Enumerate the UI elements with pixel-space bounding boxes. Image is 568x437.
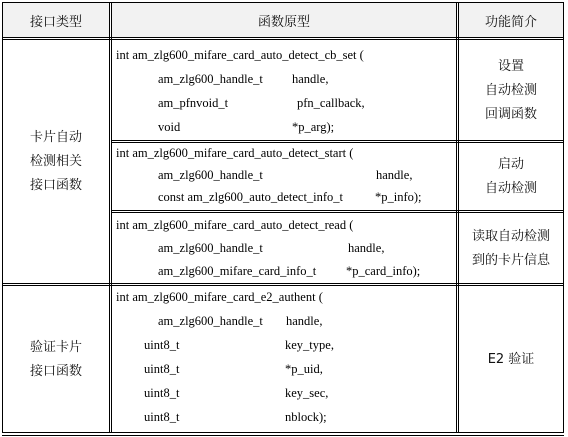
code-text: am_zlg600_handle_t bbox=[158, 241, 263, 255]
code-text: uint8_t bbox=[144, 410, 180, 424]
category-line: 卡片自动 bbox=[29, 130, 82, 145]
code-text: handle, bbox=[292, 72, 329, 86]
code-text: am_zlg600_handle_t bbox=[158, 314, 263, 328]
code-text: void bbox=[158, 120, 181, 134]
desc-line: 自动检测 bbox=[484, 82, 537, 98]
header-col-desc bbox=[459, 3, 563, 37]
code-text: uint8_t bbox=[144, 338, 180, 352]
code-text: pfn_callback, bbox=[297, 96, 365, 110]
desc-line: 读取自动检测 bbox=[471, 228, 550, 244]
category-cell-auto-detect bbox=[3, 41, 109, 283]
code-text: am_zlg600_handle_t bbox=[158, 168, 263, 182]
group-rule bbox=[2, 283, 564, 286]
code-text: key_sec, bbox=[285, 386, 329, 400]
row-rule-2 bbox=[111, 210, 564, 213]
code-text: uint8_t bbox=[144, 386, 180, 400]
category-line: 接口函数 bbox=[29, 178, 82, 193]
desc-line: 设置 bbox=[497, 58, 524, 74]
header-col-prototype bbox=[112, 3, 456, 37]
row-rule-1 bbox=[111, 140, 564, 143]
desc-cell-start bbox=[459, 144, 563, 210]
code-text: *p_card_info); bbox=[346, 264, 421, 278]
desc-line: 回调函数 bbox=[484, 106, 537, 122]
code-text: am_pfnvoid_t bbox=[158, 96, 229, 110]
header-type-label: 接口类型 bbox=[29, 14, 82, 30]
code-text: *p_arg); bbox=[292, 120, 335, 134]
category-line: 检测相关 bbox=[29, 154, 82, 169]
code-text: int am_zlg600_mifare_card_auto_detect_cb_set ( bbox=[116, 48, 364, 62]
code-text: key_type, bbox=[285, 338, 334, 352]
category-cell-authenticate bbox=[3, 287, 109, 433]
col-divider-2a bbox=[456, 2, 457, 433]
code-text: int am_zlg600_mifare_card_e2_authent ( bbox=[116, 290, 323, 304]
code-text: *p_info); bbox=[375, 190, 422, 204]
desc-line: 自动检测 bbox=[484, 181, 537, 196]
code-text: handle, bbox=[376, 168, 413, 182]
header-desc-label: 功能简介 bbox=[484, 14, 537, 30]
code-text: *p_uid, bbox=[285, 362, 323, 376]
code-text: am_zlg600_handle_t bbox=[158, 72, 263, 86]
code-text: uint8_t bbox=[144, 362, 180, 376]
col-divider-1b bbox=[111, 2, 112, 433]
code-text: handle, bbox=[348, 241, 385, 255]
code-text: nblock); bbox=[285, 410, 327, 424]
code-text: const am_zlg600_auto_detect_info_t bbox=[158, 190, 344, 204]
category-line: 接口函数 bbox=[29, 364, 82, 379]
desc-cell-cb-set bbox=[459, 41, 563, 140]
desc-line: 到的卡片信息 bbox=[471, 252, 550, 268]
code-text: int am_zlg600_mifare_card_auto_detect_read ( bbox=[116, 218, 354, 232]
col-divider-1a bbox=[109, 2, 110, 433]
table-bottom-rule bbox=[2, 435, 564, 436]
desc-cell-read bbox=[459, 214, 563, 283]
code-text: am_zlg600_mifare_card_info_t bbox=[158, 264, 317, 278]
header-prototype-label: 函数原型 bbox=[257, 14, 310, 30]
category-line: 验证卡片 bbox=[29, 340, 82, 355]
code-text: int am_zlg600_mifare_card_auto_detect_start ( bbox=[116, 146, 354, 160]
header-rule bbox=[2, 37, 564, 40]
desc-line: E2 验证 bbox=[487, 352, 535, 367]
desc-line: 启动 bbox=[497, 157, 524, 172]
header-col-type bbox=[3, 3, 109, 37]
desc-cell-e2-authent bbox=[459, 287, 563, 433]
code-text: handle, bbox=[286, 314, 323, 328]
